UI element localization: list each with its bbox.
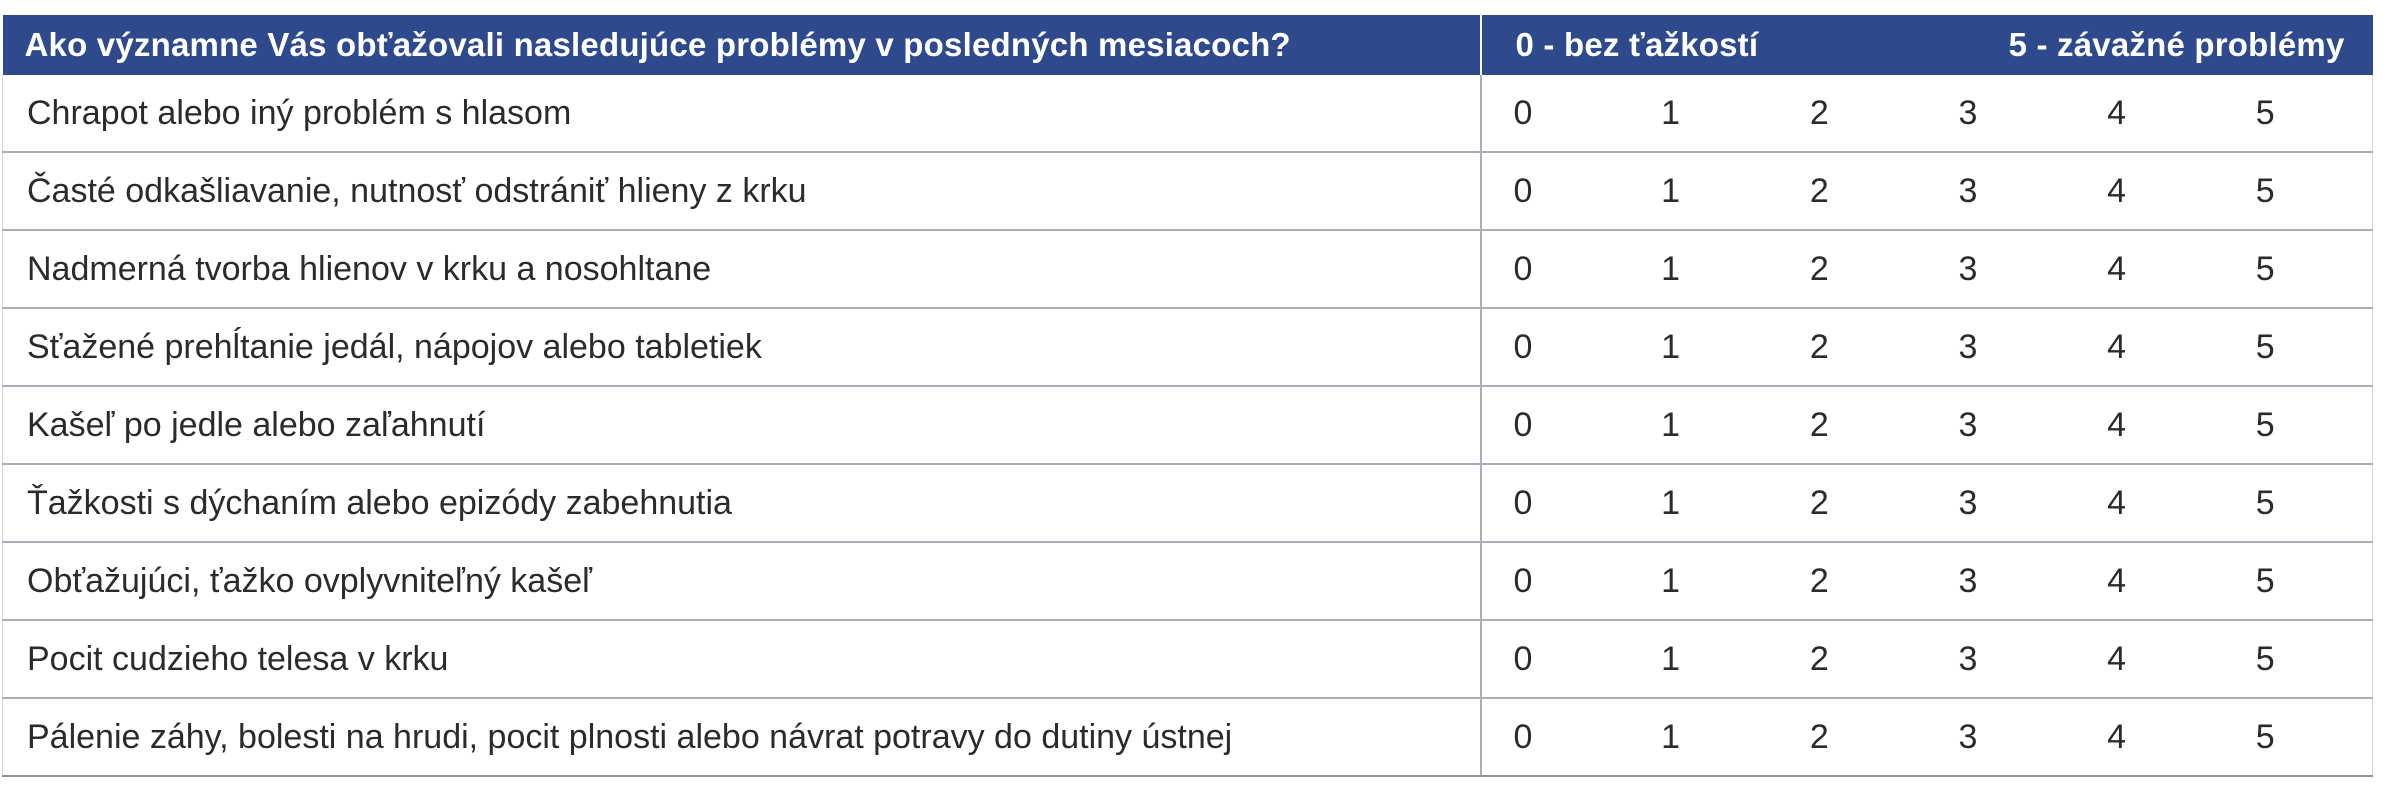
symptom-label: Chrapot alebo iný problém s hlasom xyxy=(3,75,1481,152)
table-row xyxy=(3,698,2373,776)
question-header: Ako významne Vás obťažovali nasledujúce problémy v posledných mesiacoch? xyxy=(3,15,1481,75)
symptom-label: Obťažujúci, ťažko ovplyvniteľný kašeľ xyxy=(3,542,1481,620)
symptom-label: Kašeľ po jedle alebo zaľahnutí xyxy=(3,386,1481,464)
score-option-1[interactable]: 1 xyxy=(1629,230,1778,308)
header-row xyxy=(3,15,2373,75)
score-option-1[interactable]: 1 xyxy=(1629,464,1778,542)
scale-high-label: 5 - závažné problémy xyxy=(2008,26,2345,63)
symptom-score-table xyxy=(2,15,2373,777)
score-option-4[interactable]: 4 xyxy=(2075,464,2224,542)
score-option-4[interactable]: 4 xyxy=(2075,230,2224,308)
table-row xyxy=(3,75,2373,152)
score-option-2[interactable]: 2 xyxy=(1778,386,1927,464)
score-option-2[interactable]: 2 xyxy=(1778,542,1927,620)
score-option-3[interactable]: 3 xyxy=(1926,308,2075,386)
symptom-label: Pálenie záhy, bolesti na hrudi, pocit plnosti alebo návrat potravy do dutiny ústnej xyxy=(3,698,1481,776)
score-option-4[interactable]: 4 xyxy=(2075,152,2224,230)
score-option-2[interactable]: 2 xyxy=(1778,620,1927,698)
score-option-5[interactable]: 5 xyxy=(2224,152,2373,230)
score-option-5[interactable]: 5 xyxy=(2224,75,2373,152)
score-option-0[interactable]: 0 xyxy=(1481,698,1630,776)
score-option-0[interactable]: 0 xyxy=(1481,386,1630,464)
score-option-4[interactable]: 4 xyxy=(2075,620,2224,698)
score-option-1[interactable]: 1 xyxy=(1629,75,1778,152)
score-option-1[interactable]: 1 xyxy=(1629,542,1778,620)
table-row xyxy=(3,386,2373,464)
score-option-3[interactable]: 3 xyxy=(1926,620,2075,698)
symptom-label: Nadmerná tvorba hlienov v krku a nosohltane xyxy=(3,230,1481,308)
score-option-3[interactable]: 3 xyxy=(1926,386,2075,464)
score-option-5[interactable]: 5 xyxy=(2224,542,2373,620)
score-option-1[interactable]: 1 xyxy=(1629,620,1778,698)
table-row xyxy=(3,464,2373,542)
score-option-1[interactable]: 1 xyxy=(1629,386,1778,464)
score-option-0[interactable]: 0 xyxy=(1481,620,1630,698)
score-option-0[interactable]: 0 xyxy=(1481,230,1630,308)
score-option-0[interactable]: 0 xyxy=(1481,152,1630,230)
score-option-0[interactable]: 0 xyxy=(1481,464,1630,542)
score-option-5[interactable]: 5 xyxy=(2224,464,2373,542)
score-option-4[interactable]: 4 xyxy=(2075,75,2224,152)
score-option-2[interactable]: 2 xyxy=(1778,152,1927,230)
score-option-2[interactable]: 2 xyxy=(1778,464,1927,542)
score-option-5[interactable]: 5 xyxy=(2224,620,2373,698)
symptom-label: Časté odkašliavanie, nutnosť odstrániť hlieny z krku xyxy=(3,152,1481,230)
score-option-0[interactable]: 0 xyxy=(1481,75,1630,152)
score-option-2[interactable]: 2 xyxy=(1778,308,1927,386)
score-option-3[interactable]: 3 xyxy=(1926,698,2075,776)
scale-header xyxy=(1481,15,2373,75)
symptom-label: Ťažkosti s dýchaním alebo epizódy zabehnutia xyxy=(3,464,1481,542)
score-option-3[interactable]: 3 xyxy=(1926,464,2075,542)
score-option-3[interactable]: 3 xyxy=(1926,542,2075,620)
score-option-5[interactable]: 5 xyxy=(2224,308,2373,386)
symptom-label: Sťažené prehĺtanie jedál, nápojov alebo tabletiek xyxy=(3,308,1481,386)
table-row xyxy=(3,620,2373,698)
score-option-0[interactable]: 0 xyxy=(1481,308,1630,386)
score-option-3[interactable]: 3 xyxy=(1926,152,2075,230)
score-option-4[interactable]: 4 xyxy=(2075,308,2224,386)
score-option-0[interactable]: 0 xyxy=(1481,542,1630,620)
score-option-2[interactable]: 2 xyxy=(1778,230,1927,308)
score-option-5[interactable]: 5 xyxy=(2224,698,2373,776)
table-header xyxy=(3,15,2373,75)
score-option-5[interactable]: 5 xyxy=(2224,386,2373,464)
score-option-3[interactable]: 3 xyxy=(1926,230,2075,308)
score-option-4[interactable]: 4 xyxy=(2075,542,2224,620)
score-option-1[interactable]: 1 xyxy=(1629,698,1778,776)
score-option-1[interactable]: 1 xyxy=(1629,308,1778,386)
score-option-1[interactable]: 1 xyxy=(1629,152,1778,230)
score-option-5[interactable]: 5 xyxy=(2224,230,2373,308)
table-row xyxy=(3,152,2373,230)
table-row xyxy=(3,230,2373,308)
score-option-4[interactable]: 4 xyxy=(2075,698,2224,776)
score-option-2[interactable]: 2 xyxy=(1778,698,1927,776)
score-option-2[interactable]: 2 xyxy=(1778,75,1927,152)
symptom-label: Pocit cudzieho telesa v krku xyxy=(3,620,1481,698)
score-option-4[interactable]: 4 xyxy=(2075,386,2224,464)
scale-low-label: 0 - bez ťažkostí xyxy=(1515,26,1759,63)
score-option-3[interactable]: 3 xyxy=(1926,75,2075,152)
table-body xyxy=(3,75,2373,776)
scale-legend xyxy=(1516,26,2373,64)
table-row xyxy=(3,542,2373,620)
table-row xyxy=(3,308,2373,386)
